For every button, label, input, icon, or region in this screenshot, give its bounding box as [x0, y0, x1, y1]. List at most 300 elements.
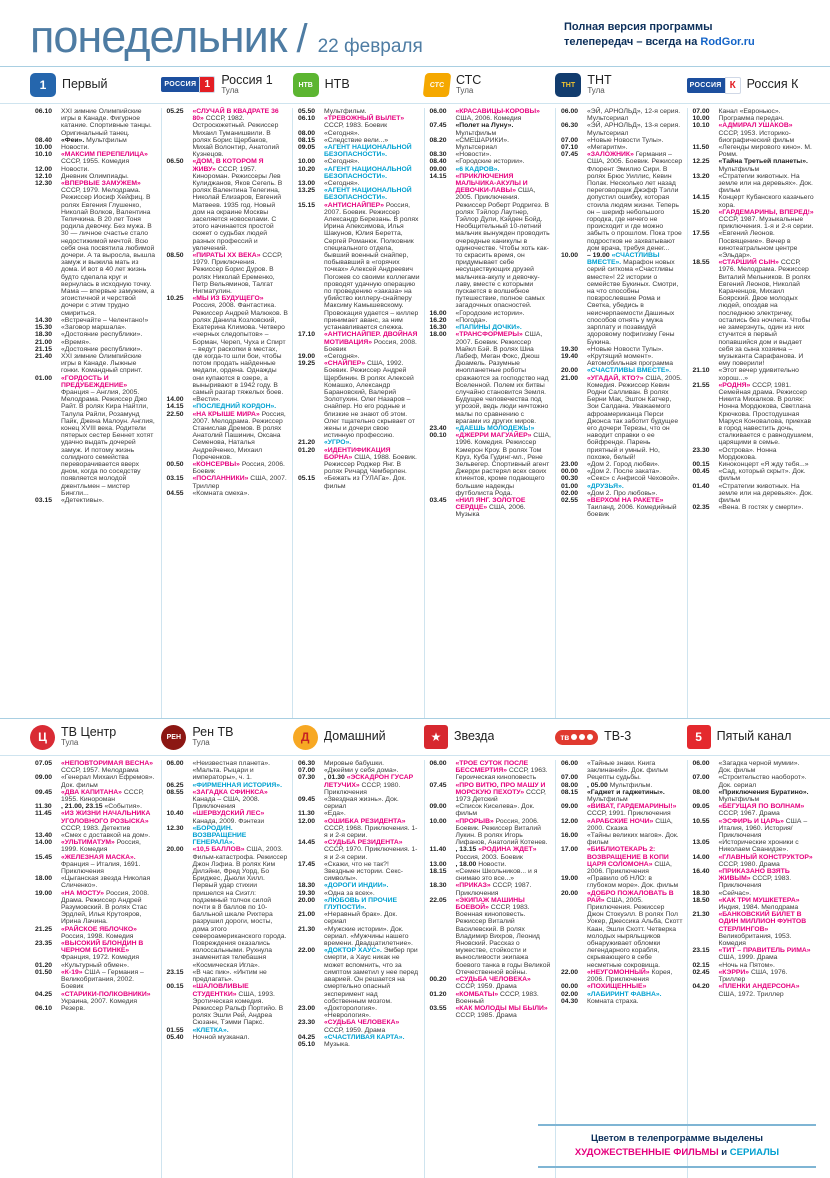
- program-row: [561, 497, 683, 519]
- program-title: «Сегодня».: [324, 180, 360, 188]
- program-grid-bottom: [0, 756, 830, 1178]
- program-description: СССР, 1980. Приключения: [324, 781, 401, 796]
- program-row: [167, 295, 289, 396]
- program-row: [693, 962, 815, 969]
- program-row: [561, 252, 683, 346]
- channel-name: Домашний: [323, 730, 386, 744]
- program-description: Эмбер при смерти, а Хаус никак не может вспомнить, что за симптом заметил у нее перед аварией. Он решается на смертельно опасный эксперимент над собственным мозгом.: [324, 947, 419, 1005]
- program-row: [298, 818, 420, 840]
- program-time: 07.45: [429, 781, 447, 789]
- program-body: [61, 832, 157, 839]
- channel-name: ТНТ Тула: [587, 74, 612, 96]
- program-time: 20.00: [298, 896, 316, 904]
- program-row: [35, 774, 157, 788]
- program-title: «ДЖЕРРИ МАГУАЙЕР»: [455, 432, 532, 440]
- program-title: «Бежать из ГУЛАГа». Док. фильм: [324, 475, 407, 490]
- program-row: [561, 151, 683, 252]
- program-body: [587, 108, 683, 122]
- program-description: СССР, 1983. Приключения: [718, 875, 792, 890]
- program-row: [167, 252, 289, 295]
- program-title: Канал «Евроньюс».: [718, 108, 781, 115]
- program-body: [324, 839, 420, 861]
- program-time: 11.50: [692, 144, 710, 152]
- program-time: 16.30: [429, 324, 447, 332]
- program-title: «ТРАНСФОРМЕРЫ»: [455, 331, 523, 339]
- program-row: [430, 310, 552, 317]
- program-time: 00.50: [166, 460, 184, 468]
- program-title: «ПРО ВИТЮ, ПРО МАШУ И МОРСКУЮ ПЕХОТУ»: [455, 781, 546, 796]
- program-body: [61, 144, 157, 151]
- program-description: СССР, 1963. Героическая киноповесть: [455, 767, 548, 782]
- program-title: Мультфильм.: [609, 781, 653, 789]
- program-body: [587, 818, 683, 832]
- program-body: [61, 331, 157, 338]
- program-time: 14.30: [35, 316, 53, 324]
- channel-region: Тула: [455, 86, 474, 96]
- program-body: [719, 803, 815, 817]
- program-time: 08.00: [692, 788, 710, 796]
- program-body: [324, 439, 420, 446]
- program-title: «ТРЕВОЖНЫЙ ВЫЛЕТ»: [324, 115, 405, 123]
- channel-name: ТВ-3: [604, 730, 632, 744]
- program-time: 21.15: [35, 345, 53, 353]
- program-row: [35, 151, 157, 165]
- program-body: [61, 317, 157, 324]
- date-label: 22 февраля: [317, 36, 423, 57]
- program-column-первый: [30, 108, 161, 718]
- program-row: [693, 789, 815, 803]
- zvezda-logo: ★: [424, 725, 448, 749]
- ren-logo: РЕН: [161, 725, 186, 750]
- program-description: СССР, 1957. Мелодрама: [61, 767, 139, 775]
- program-time: 08.50: [166, 252, 184, 260]
- program-title: «Сегодня».: [324, 158, 360, 166]
- program-time: 01.20: [429, 990, 447, 998]
- program-title: «РОДНЯ»: [718, 381, 751, 389]
- program-body: [61, 346, 157, 353]
- program-time: 13.00: [298, 180, 316, 188]
- program-time: 05.50: [298, 108, 316, 115]
- legend-serials: СЕРИАЛЫ: [729, 1146, 780, 1158]
- program-description: СССР, 1959. Драма: [324, 1026, 386, 1034]
- program-body: [456, 846, 552, 860]
- program-description: США, 1972. Триллер: [718, 990, 784, 998]
- program-title: «УГРО».: [324, 439, 352, 447]
- program-title: «ДОКТОР ХАУС».: [324, 947, 382, 955]
- program-row: [430, 137, 552, 151]
- program-body: [587, 375, 683, 461]
- program-row: [693, 839, 815, 853]
- color-legend: [538, 1124, 816, 1169]
- program-row: [430, 173, 552, 310]
- program-row: [298, 137, 420, 144]
- program-row: [167, 411, 289, 461]
- program-body: [587, 760, 683, 774]
- program-description: Индия, 1984. Мелодрама: [718, 904, 799, 912]
- program-description: Россия, 2007. Мелодрама. Режиссер Станислав Дремов. В ролях Анатолий Пашинин, Оксана Семенова, Наталья Андрейченко, Михаил Пореченков.: [192, 410, 286, 461]
- program-row: [35, 940, 157, 962]
- program-row: [561, 774, 683, 781]
- program-title: «ДВА КАПИТАНА»: [61, 788, 122, 796]
- masthead: [0, 0, 830, 66]
- program-title: «Сегодня».: [324, 352, 360, 360]
- program-time: 10.10: [35, 151, 53, 159]
- program-title: «СНАЙПЕР»: [324, 360, 366, 368]
- program-time: 14.15: [692, 194, 710, 202]
- program-time: 01.55: [166, 1026, 184, 1034]
- domashniy-logo: Д: [293, 725, 318, 750]
- program-time: 01.50: [35, 968, 53, 976]
- program-time: 06.00: [692, 760, 710, 767]
- program-body: [719, 259, 815, 367]
- program-body: [587, 774, 683, 781]
- program-time: 06.50: [166, 158, 184, 166]
- program-time: 10.25: [166, 295, 184, 303]
- program-title: Резерв.: [61, 1004, 85, 1012]
- program-body: [456, 151, 552, 158]
- program-title: «ПРИКАЗАНО ВЗЯТЬ ЖИВЫМ»: [718, 868, 790, 883]
- channel-region: Тула: [587, 86, 605, 96]
- program-body: [456, 324, 552, 331]
- program-time: 06.25: [166, 781, 184, 789]
- program-title: «БЕГУЩАЯ ПО ВОЛНАМ»: [718, 803, 805, 811]
- program-time: 18.55: [692, 259, 710, 267]
- program-title: «АНТИСНАЙПЕР»: [324, 201, 384, 209]
- program-description: СССР, 1980. Драма: [718, 860, 780, 868]
- program-row: [35, 890, 157, 926]
- program-time: 07.30: [298, 774, 316, 782]
- program-body: [456, 310, 552, 317]
- program-row: [35, 331, 157, 338]
- program-time: 21.20: [298, 439, 316, 447]
- program-title: «Сейчас».: [718, 889, 752, 897]
- program-body: [587, 483, 683, 490]
- program-column-нтв: [292, 108, 424, 718]
- program-time: 21.10: [692, 367, 710, 375]
- program-time: 21.00: [35, 338, 53, 346]
- program-title: «ЖЕЛЕЗНАЯ МАСКА».: [61, 853, 136, 861]
- program-body: [324, 911, 420, 925]
- program-row: [430, 122, 552, 136]
- program-body: [61, 1005, 157, 1012]
- program-title: «Неизвестная планета». «Мальта. Рыцари и императоры», ч. 1.: [192, 760, 271, 782]
- program-description: США – Италия, 1960. История/Приключения: [718, 817, 808, 840]
- program-body: [61, 353, 157, 375]
- program-title: «Строительство наоборот». Док. сериал: [718, 774, 807, 789]
- tvc-logo: Ц: [30, 725, 55, 750]
- program-title: «Исторические хроники с Николаем Сванидзе».: [718, 839, 799, 854]
- program-body: [61, 108, 157, 137]
- program-body: [719, 854, 815, 868]
- rossiyak-logo: РОССИЯ К: [687, 77, 741, 94]
- program-time: 10.00: [692, 115, 710, 123]
- program-title: Концерт Кубанского казачьего хора.: [718, 194, 814, 209]
- channel-header-россия-к: [687, 77, 818, 94]
- program-title: «ЭСФИРЬ И ЦАРЬ»: [718, 817, 784, 825]
- program-title: «ПЛЕНКИ АНДЕРСОНА»: [718, 983, 800, 991]
- program-row: [35, 962, 157, 969]
- program-body: [719, 468, 815, 482]
- program-time: 08.55: [166, 788, 184, 796]
- program-title: «Заговор маршала».: [61, 324, 127, 332]
- program-body: [324, 1005, 420, 1019]
- program-title: «ЭЙ, АРНОЛЬД», 13-я серия. Мультсериал: [587, 122, 681, 137]
- program-time: 08.00: [298, 129, 316, 137]
- program-time: 10.00: [35, 144, 53, 152]
- program-row: [298, 861, 420, 883]
- program-time: 21.30: [692, 911, 710, 919]
- program-row: [561, 969, 683, 983]
- program-title: «ЗАГАДКА СФИНКСА»: [192, 788, 268, 796]
- program-extra-times: , 05.00: [587, 781, 610, 789]
- program-body: [456, 976, 552, 990]
- program-title: Мультфильм.: [324, 108, 367, 115]
- program-body: [324, 1041, 420, 1048]
- program-title: «ИДЕНТИФИКАЦИЯ БОРНА»: [324, 446, 391, 461]
- program-description: США, 1996. Комедия. Режиссер Кэмерон Кроу. В ролях Том Круз, Куба Гудинг-мл., Рене Зельвегер. Спортивный агент Джерри растерял всех своих клиентов, кроме подающего большие надежды футболиста Рода.: [455, 432, 551, 497]
- channel-header-домашний: [293, 725, 424, 750]
- program-title: «ШЕРВУДСКИЙ ЛЕС»: [192, 810, 265, 818]
- program-body: [61, 969, 157, 991]
- program-title: «Тайные знаки. Книга заклинаний». Док. фильм: [587, 760, 668, 775]
- program-description: СССР, 1982. Остросюжетный. Режиссер Михаил Туманишвили. В ролях Борис Щербаков, Михай Волонтир, Анатолий Кузнецов.: [192, 115, 280, 159]
- program-title: «ЭСКАДРОН ГУСАР ЛЕТУЧИХ»: [324, 774, 414, 789]
- program-row: [35, 108, 157, 137]
- program-title: «Крутящий момент». Автомобильная программа: [587, 352, 673, 368]
- program-row: [35, 180, 157, 317]
- program-description: США, 1992. Боевик. Режиссер Андрей Щербинин. В ролях Алексей Комашко, Александр Барановский, Валерий Золотухин. Олег Назаров – снайпер. Но его родные и близкие не знают об этом. Олег тщательно скрывает от жены и дочери свою истинную профессию.: [324, 360, 415, 440]
- program-title: «Следствие вели...»: [324, 136, 389, 144]
- program-body: [61, 151, 157, 165]
- program-time: 07.00: [561, 136, 579, 144]
- program-body: [324, 774, 420, 796]
- program-description: СССР, 1987. Приключения: [455, 882, 532, 897]
- program-title: «ЛАБИРИНТ ФАВНА».: [587, 990, 662, 998]
- program-title: Ночной музканал.: [192, 1033, 250, 1041]
- program-description: Россия, 2007. Боевик. Режиссер Александр Березань. В ролях Ирина Апексимова, Илья Шакунов, Юлия Беретта, Сергей Романюк. Полковник специального отдела, бывший военный снайпер, побывавший в «горячих точках» Алексей Андреевич Погожев со своими коллегами проводят удачную операцию по проведению «заказа» на убийство киллеру-снайперу Максиму Камышевскому. Провокация удается – киллер принимает аванс, за ним устанавливается слежка.: [324, 201, 420, 332]
- program-time: 23.40: [429, 424, 447, 432]
- program-title: «10,5 БАЛЛОВ»: [192, 846, 245, 854]
- program-row: [167, 1034, 289, 1041]
- channel-header-тнт: [555, 73, 686, 97]
- program-body: [719, 760, 815, 774]
- program-time: 20.00: [166, 846, 184, 854]
- program-row: [35, 969, 157, 991]
- program-row: [561, 991, 683, 998]
- program-body: [324, 926, 420, 948]
- program-time: 19.00: [561, 875, 579, 883]
- program-title: «ГЛАВНЫЙ КОНСТРУКТОР»: [718, 853, 813, 861]
- program-title: «Городские истории».: [455, 309, 525, 317]
- program-body: [587, 998, 683, 1005]
- program-description: Украина, 2007. Комедия: [61, 997, 138, 1005]
- program-row: [298, 166, 420, 180]
- program-row: [167, 969, 289, 983]
- program-time: 00.15: [166, 983, 184, 991]
- program-time: 18.30: [298, 882, 316, 890]
- program-body: [324, 115, 420, 129]
- program-row: [693, 194, 815, 208]
- program-title: «Докторология». «Неврология».: [324, 1004, 377, 1020]
- program-time: 15.30: [35, 324, 53, 332]
- program-row: [35, 353, 157, 375]
- program-time: 01.00: [35, 374, 53, 382]
- tnt-logo: ТНТ: [555, 73, 581, 97]
- program-row: [35, 317, 157, 324]
- promo-line1: Полная версия программы: [564, 21, 713, 33]
- program-body: [61, 940, 157, 962]
- program-body: [587, 346, 683, 353]
- program-time: 21.55: [692, 381, 710, 389]
- program-row: [561, 490, 683, 497]
- program-row: [693, 854, 815, 868]
- program-description: СССР, 1959. Драма: [455, 983, 517, 991]
- program-row: [167, 1027, 289, 1034]
- rodgor-link[interactable]: RodGor.ru: [700, 36, 755, 49]
- program-body: [193, 825, 289, 847]
- program-time: 12.30: [35, 180, 53, 188]
- program-body: [324, 475, 420, 489]
- program-title: «УГАДАЙ, КТО?»: [587, 374, 644, 382]
- channel-region: Тула: [61, 738, 79, 748]
- program-body: [719, 504, 815, 511]
- program-body: [456, 331, 552, 425]
- program-title: «НЕПОВТОРИМАЯ ВЕСНА»: [61, 760, 154, 767]
- program-body: [587, 144, 683, 151]
- program-row: [561, 818, 683, 832]
- program-time: 21.00: [561, 374, 579, 382]
- program-title: «Полет на Луну».: [455, 122, 514, 130]
- program-body: [61, 180, 157, 317]
- program-time: 06.00: [166, 760, 184, 767]
- program-row: [35, 789, 157, 803]
- program-body: [193, 295, 289, 396]
- program-time: 09.45: [298, 796, 316, 804]
- program-title: «ОШИБКА РЕЗИДЕНТА»: [324, 817, 406, 825]
- program-title: «АГЕНТ НАЦИОНАЛЬНОЙ БЕЗОПАСНОСТИ».: [324, 187, 412, 202]
- program-body: [193, 810, 289, 824]
- program-title: «СЧАСТЛИВЫ ВМЕСТЕ».: [587, 367, 672, 375]
- program-description: СССР, 1967. Драма: [718, 810, 780, 818]
- program-title: «ШАЛОВЛИВЫЕ СТУДЕНТКИ»: [192, 983, 249, 998]
- program-time: 22.50: [166, 410, 184, 418]
- program-description: США, 2005. Комедия. Режиссер Кевин Родни Салливан. В ролях Берни Мак, Эштон Катчер, Зои Салдана. Уважаемого афроамериканца Перси Джонса так заботит будущее его дочери Терезы, что он наводит справки о ее бойфренде. Парень приятный и умный. Но, похоже, белый!: [587, 374, 682, 461]
- program-row: [430, 166, 552, 173]
- program-description: США, 2006. Музыка: [455, 504, 526, 519]
- program-description: Россия, 1999. Комедия: [61, 839, 141, 854]
- program-title: «Загадка черной мумии». Док. фильм: [718, 760, 800, 775]
- program-title: «Детективы».: [61, 496, 104, 504]
- program-time: 21.30: [298, 925, 316, 933]
- program-row: [561, 782, 683, 789]
- program-time: 13.25: [298, 187, 316, 195]
- program-time: 21.25: [35, 925, 53, 933]
- channel-one-logo: 1: [30, 73, 56, 97]
- program-body: [587, 151, 683, 252]
- program-body: [193, 760, 289, 782]
- program-time: 08.40: [429, 158, 447, 166]
- program-description: США, 2006. Приключения: [587, 860, 672, 876]
- program-row: [561, 461, 683, 468]
- program-description: СССР, 1985. Драма: [455, 1012, 517, 1020]
- program-time: 01.00: [561, 482, 579, 490]
- program-time: 14.00: [692, 853, 710, 861]
- program-body: [456, 818, 552, 847]
- program-body: [719, 382, 815, 447]
- program-title: «К-19»: [61, 968, 83, 976]
- program-row: [561, 846, 683, 875]
- program-title: «Время».: [61, 338, 91, 346]
- program-column-тв-центр: [30, 760, 161, 1178]
- program-time: 07.00: [561, 774, 579, 782]
- program-extra-times: , 18.00: [455, 860, 479, 868]
- program-description: США, 1976. Триллер: [718, 968, 788, 984]
- program-column-домашний: [292, 760, 424, 1178]
- program-time: 17.55: [692, 230, 710, 238]
- program-row: [167, 760, 289, 782]
- program-body: [719, 983, 815, 997]
- program-body: [61, 375, 157, 497]
- program-body: [719, 230, 815, 259]
- program-time: 04.25: [35, 990, 53, 998]
- program-time: 08.40: [35, 136, 53, 144]
- program-body: [587, 252, 683, 346]
- program-title: «Звездная жизнь». Док. сериал: [324, 796, 399, 811]
- program-row: [35, 926, 157, 940]
- program-time: 22.00: [561, 968, 579, 976]
- program-title: XXI зимние Олимпийские игры в Канаде. Фигурное катание. Спортивные танцы. Оригинальный танец.: [61, 108, 152, 137]
- program-title: «Дом 2. После заката».: [587, 468, 662, 476]
- program-title: Новости.: [61, 165, 90, 173]
- program-title: «Цыганская звезда Николая Сличенко».: [61, 875, 151, 890]
- channel-name: Пятый канал: [716, 730, 792, 744]
- program-body: [324, 796, 420, 810]
- program-title: «Городские истории».: [455, 158, 525, 166]
- program-title: «Одна за всех».: [324, 889, 375, 897]
- program-body: [456, 882, 552, 896]
- program-row: [35, 1005, 157, 1012]
- program-body: [324, 360, 420, 439]
- program-title: «Острова». Нонна Мордюкова.: [718, 446, 777, 461]
- program-row: [430, 331, 552, 425]
- program-title: «НЕУГОМОННЫЙ»: [587, 968, 650, 976]
- program-time: 12.10: [35, 172, 53, 180]
- program-time: 05.10: [298, 1040, 316, 1048]
- legend-intro: Цветом в телепрограмме выделены: [591, 1132, 763, 1144]
- program-time: 12.00: [298, 817, 316, 825]
- program-title: «Неравный брак». Док. сериал: [324, 911, 398, 926]
- program-title: Новости.: [478, 860, 507, 868]
- program-time: 01.20: [298, 446, 316, 454]
- program-time: 06.30: [561, 122, 579, 130]
- program-title: «ПРОРЫВ»: [455, 817, 494, 825]
- program-row: [561, 803, 683, 817]
- program-body: [456, 166, 552, 173]
- program-row: [430, 317, 552, 324]
- program-row: [693, 504, 815, 511]
- program-title: «ГАРДЕМАРИНЫ, ВПЕРЕД!»: [718, 208, 814, 216]
- program-row: [693, 209, 815, 231]
- program-row: [430, 760, 552, 782]
- program-title: Программа передач.: [718, 115, 784, 123]
- program-body: [324, 1019, 420, 1033]
- program-row: [693, 483, 815, 505]
- program-row: [35, 832, 157, 839]
- program-title: «Дом 2. Про любовь».: [587, 489, 658, 497]
- program-row: [693, 983, 815, 997]
- program-column-тнт: [555, 108, 687, 718]
- program-row: [561, 998, 683, 1005]
